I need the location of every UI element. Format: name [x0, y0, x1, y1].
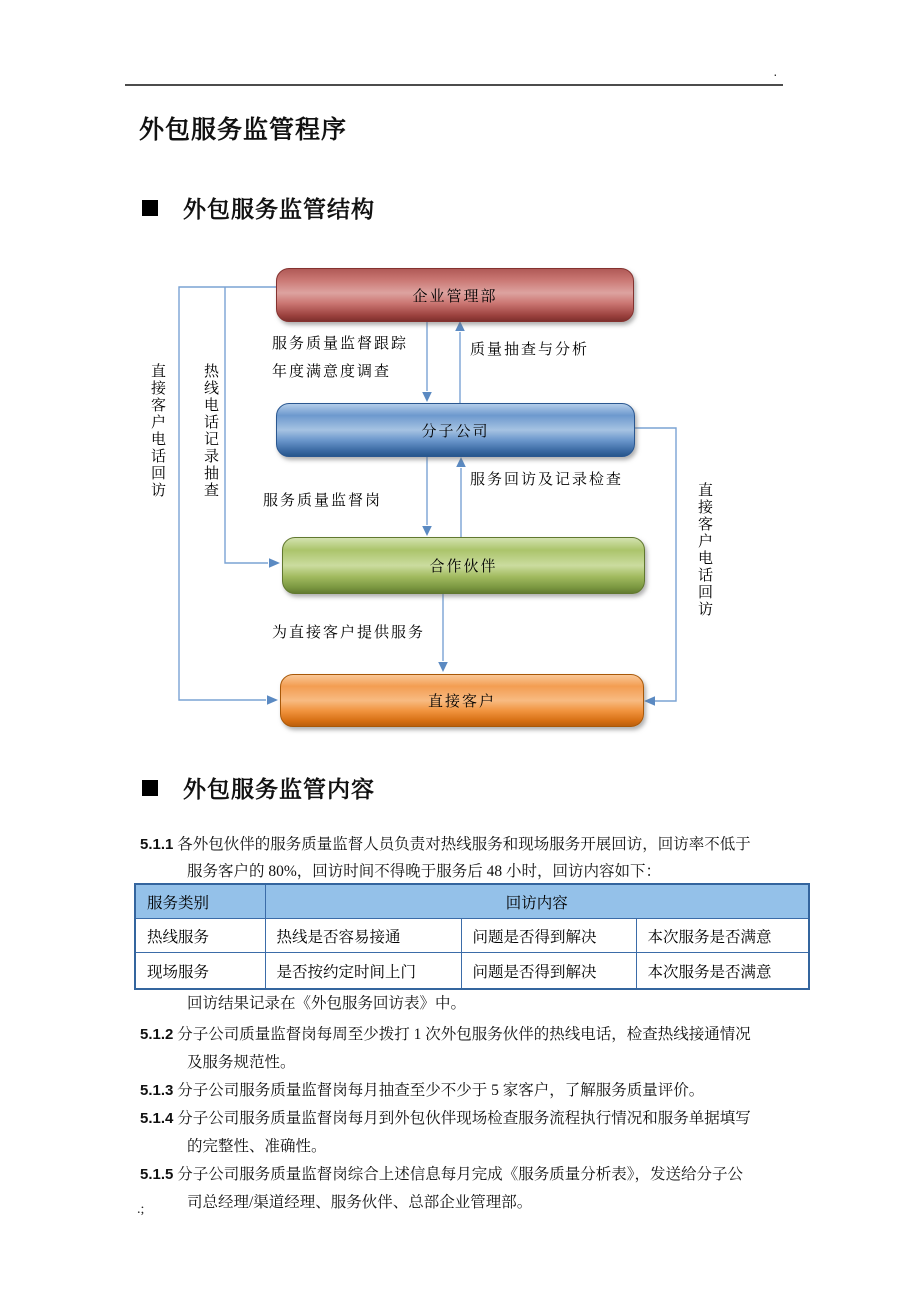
- arrow-up-icon: [456, 457, 466, 467]
- paragraph-line: 5.1.3 分子公司服务质量监督岗每月抽查至少不少于 5 家客户，了解服务质量评价。: [140, 1082, 705, 1099]
- arrow-down-icon: [422, 392, 432, 402]
- node-label: 合作伙伴: [429, 559, 498, 575]
- clauses-block: [140, 1021, 812, 1217]
- clause-number: 5.1.4: [140, 1110, 174, 1127]
- clause-number: 5.1.5: [140, 1166, 174, 1183]
- table-cell: 本次服务是否满意: [636, 953, 809, 990]
- arrow-down-icon: [422, 526, 432, 536]
- arrow-left-icon: [644, 696, 655, 706]
- table-cell: 是否按约定时间上门: [265, 953, 461, 990]
- edge-label-quality-sampling: 质量抽查与分析: [470, 342, 590, 358]
- edge-label-quality-supervision: 服务质量监督跟踪 年度满意度调查: [272, 336, 409, 380]
- table-header-row: [135, 884, 809, 919]
- page-title: 外包服务监管程序: [139, 116, 348, 144]
- table-row: [135, 953, 809, 990]
- paragraph-5-1-1: [140, 831, 808, 885]
- paragraph-line: 的完整性、准确性。: [187, 1138, 327, 1155]
- node-partner: [282, 537, 645, 594]
- edge-label-service-quality-post: 服务质量监督岗: [263, 493, 383, 509]
- table-cell: 现场服务: [135, 953, 265, 990]
- paragraph-line: 5.1.2 分子公司质量监督岗每周至少拨打 1 次外包服务伙伴的热线电话，检查热线接通情况: [140, 1026, 751, 1043]
- arrow-up-icon: [455, 321, 465, 331]
- node-label: 直接客户: [427, 694, 496, 710]
- paragraph-line: 5.1.4 分子公司服务质量监督岗每月到外包伙伴现场检查服务流程执行情况和服务单据填写: [140, 1110, 751, 1127]
- table-row: [135, 919, 809, 953]
- table-cell: 问题是否得到解决: [461, 953, 636, 990]
- square-bullet-icon: [142, 780, 158, 796]
- paragraph-line: 服务客户的 80%，回访时间不得晚于服务后 48 小时，回访内容如下：: [187, 863, 662, 880]
- section-heading-label: 外包服务监管内容: [183, 776, 375, 802]
- connector-left-inner: [225, 287, 268, 563]
- table-cell: 本次服务是否满意: [636, 919, 809, 953]
- table-cell: 热线服务: [135, 919, 265, 953]
- paragraph-5-1-5: [140, 1161, 812, 1217]
- connector-left-outer: [179, 287, 276, 700]
- edge-label-visit-record-check: 服务回访及记录检查: [470, 472, 624, 488]
- node-direct-customer: [280, 674, 644, 727]
- paragraph-line: 5.1.5 分子公司服务质量监督岗综合上述信息每月完成《服务质量分析表》，发送给分子公: [140, 1166, 744, 1183]
- section-heading-content: [142, 771, 375, 804]
- header-stray-mark: ·: [773, 66, 778, 82]
- node-enterprise-management: [276, 268, 634, 322]
- side-label-direct-customer-callback-left: 直接客户电话回访: [149, 363, 165, 499]
- edge-label-provide-service: 为直接客户提供服务: [272, 625, 426, 641]
- header-cell-review-content: 回访内容: [265, 884, 809, 919]
- clause-number: 5.1.2: [140, 1026, 174, 1043]
- table-note: 回访结果记录在《外包服务回访表》中。: [187, 995, 467, 1012]
- paragraph-5-1-2: [140, 1021, 812, 1077]
- footer-stray-mark: .;: [137, 1202, 145, 1217]
- paragraph-line: 司总经理/渠道经理、服务伙伴、总部企业管理部。: [187, 1194, 533, 1211]
- paragraph-5-1-3: [140, 1077, 812, 1105]
- clause-number: 5.1.1: [140, 836, 174, 853]
- arrow-down-icon: [438, 662, 448, 672]
- side-label-hotline-record-check: 热线电话记录抽查: [202, 363, 218, 499]
- header-cell-service-type: 服务类别: [135, 884, 265, 919]
- paragraph-5-1-4: [140, 1105, 812, 1161]
- table-cell: 热线是否容易接通: [265, 919, 461, 953]
- review-content-table: [134, 883, 810, 990]
- node-label: 分子公司: [421, 423, 490, 440]
- clause-number: 5.1.3: [140, 1082, 174, 1099]
- paragraph-line: 及服务规范性。: [187, 1054, 296, 1071]
- arrow-right-icon: [267, 695, 278, 705]
- section-heading-label: 外包服务监管结构: [183, 196, 375, 222]
- paragraph-line: 5.1.1 各外包伙伴的服务质量监督人员负责对热线服务和现场服务开展回访，回访率不低于: [140, 836, 751, 853]
- node-subsidiary-company: [276, 403, 635, 457]
- arrow-right-icon: [269, 558, 280, 568]
- side-label-direct-customer-callback-right: 直接客户电话回访: [696, 482, 712, 618]
- table-cell: 问题是否得到解决: [461, 919, 636, 953]
- node-label: 企业管理部: [412, 288, 498, 305]
